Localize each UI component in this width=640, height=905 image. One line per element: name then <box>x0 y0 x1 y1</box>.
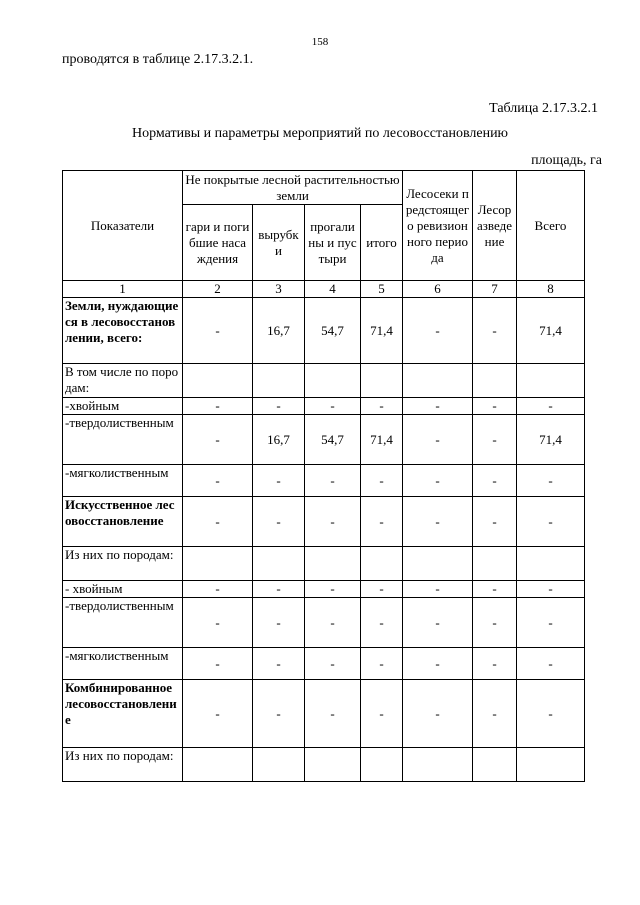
page-number: 158 <box>311 36 329 48</box>
header-upcoming-cuttings: Лесосеки предстоящего ревизионного периода <box>403 171 473 281</box>
table-cell: - <box>253 497 305 547</box>
table-cell <box>305 547 361 581</box>
table-cell: 16,7 <box>253 415 305 465</box>
table-cell: - <box>361 465 403 497</box>
row-label: -мягколиственным <box>63 465 183 497</box>
header-grand-total: Всего <box>517 171 585 281</box>
table-cell: - <box>403 680 473 748</box>
row-label: -мягколиственным <box>63 648 183 680</box>
table-cell: - <box>517 581 585 598</box>
column-number: 3 <box>253 281 305 298</box>
table-cell <box>361 547 403 581</box>
row-label: Из них по породам: <box>63 748 183 782</box>
table-cell: - <box>473 298 517 364</box>
table-cell: - <box>403 465 473 497</box>
table-cell: - <box>183 680 253 748</box>
table-cell: - <box>183 598 253 648</box>
reforestation-table <box>62 170 585 782</box>
table-cell: - <box>473 497 517 547</box>
table-row <box>63 680 585 748</box>
table-cell: - <box>253 680 305 748</box>
column-number: 1 <box>63 281 183 298</box>
table-row <box>63 415 585 465</box>
table-cell <box>473 748 517 782</box>
table-cell <box>305 748 361 782</box>
table-cell: - <box>253 598 305 648</box>
table-cell: - <box>403 415 473 465</box>
table-cell <box>403 748 473 782</box>
table-cell: - <box>183 648 253 680</box>
table-cell: - <box>361 398 403 415</box>
row-label: -хвойным <box>63 398 183 415</box>
table-cell: 71,4 <box>361 298 403 364</box>
table-cell: - <box>473 581 517 598</box>
header-total-sub: итого <box>361 205 403 281</box>
column-number: 6 <box>403 281 473 298</box>
row-label: - хвойным <box>63 581 183 598</box>
row-label: Из них по породам: <box>63 547 183 581</box>
table-cell: - <box>361 598 403 648</box>
table-cell <box>253 364 305 398</box>
table-cell: - <box>517 398 585 415</box>
row-label: Комбинированное лесовосстановление <box>63 680 183 748</box>
row-label: Земли, нуждающиеся в лесовосстановлении, всего: <box>63 298 183 364</box>
table-cell: - <box>305 398 361 415</box>
header-cuttings: вырубки <box>253 205 305 281</box>
table-cell: - <box>361 497 403 547</box>
table-row <box>63 598 585 648</box>
row-label: -твердолиственным <box>63 598 183 648</box>
table-cell <box>403 364 473 398</box>
table-number: Таблица 2.17.3.2.1 <box>489 101 598 116</box>
table-cell <box>473 547 517 581</box>
table-cell: - <box>253 581 305 598</box>
table-cell: - <box>361 680 403 748</box>
table-cell: - <box>183 398 253 415</box>
table-row <box>63 364 585 398</box>
table-cell: - <box>473 465 517 497</box>
table-cell: - <box>403 298 473 364</box>
table-cell: - <box>403 398 473 415</box>
table-cell: - <box>183 465 253 497</box>
table-cell: 71,4 <box>517 415 585 465</box>
table-cell: - <box>253 398 305 415</box>
header-indicators: Показатели <box>63 171 183 281</box>
table-cell <box>183 364 253 398</box>
table-cell: - <box>361 581 403 598</box>
table-cell <box>473 364 517 398</box>
table-cell: - <box>183 497 253 547</box>
table-cell: - <box>403 648 473 680</box>
column-number: 8 <box>517 281 585 298</box>
table-cell: - <box>183 298 253 364</box>
table-row <box>63 648 585 680</box>
header-not-covered-group: Не покрытые лесной растительностью земли <box>183 171 403 205</box>
table-cell: - <box>305 680 361 748</box>
table-cell: - <box>473 598 517 648</box>
table-cell: - <box>517 680 585 748</box>
table-cell: - <box>403 581 473 598</box>
table-cell: - <box>517 648 585 680</box>
table-cell: - <box>305 598 361 648</box>
table-cell: - <box>403 598 473 648</box>
row-label: В том числе по породам: <box>63 364 183 398</box>
table-cell: - <box>183 415 253 465</box>
table-row <box>63 497 585 547</box>
table-row <box>63 465 585 497</box>
table-cell <box>403 547 473 581</box>
table-cell: - <box>305 497 361 547</box>
table-cell: - <box>473 415 517 465</box>
table-cell: - <box>305 465 361 497</box>
table-row <box>63 748 585 782</box>
table-row <box>63 298 585 364</box>
table-title: Нормативы и параметры мероприятий по лесовосстановлению <box>131 126 509 141</box>
table-cell <box>517 364 585 398</box>
table-cell: - <box>305 648 361 680</box>
header-plantation: Лесоразведение <box>473 171 517 281</box>
table-cell: - <box>517 497 585 547</box>
table-row <box>63 581 585 598</box>
table-cell <box>361 748 403 782</box>
table-cell: - <box>473 648 517 680</box>
intro-text: проводятся в таблице 2.17.3.2.1. <box>62 52 254 67</box>
table-cell: - <box>183 581 253 598</box>
table-cell: - <box>517 598 585 648</box>
table-cell <box>183 547 253 581</box>
header-glades: прогалины и пустыри <box>305 205 361 281</box>
row-label: -твердолиственным <box>63 415 183 465</box>
table-cell: 16,7 <box>253 298 305 364</box>
table-cell: 54,7 <box>305 298 361 364</box>
table-cell <box>361 364 403 398</box>
table-cell: 54,7 <box>305 415 361 465</box>
column-number: 4 <box>305 281 361 298</box>
table-cell: - <box>403 497 473 547</box>
table-cell: 71,4 <box>517 298 585 364</box>
table-cell <box>253 748 305 782</box>
table-cell: - <box>253 648 305 680</box>
table-cell: - <box>473 680 517 748</box>
table-row <box>63 398 585 415</box>
table-cell <box>517 748 585 782</box>
table-cell: - <box>305 581 361 598</box>
table-cell: - <box>361 648 403 680</box>
column-number: 5 <box>361 281 403 298</box>
table-row <box>63 547 585 581</box>
table-cell: 71,4 <box>361 415 403 465</box>
table-cell <box>253 547 305 581</box>
column-number: 2 <box>183 281 253 298</box>
table-cell: - <box>253 465 305 497</box>
header-burned: гари и погибшие насаждения <box>183 205 253 281</box>
column-number: 7 <box>473 281 517 298</box>
table-cell <box>183 748 253 782</box>
table-cell: - <box>517 465 585 497</box>
table-cell: - <box>473 398 517 415</box>
row-label: Искусственное лесовосстановление <box>63 497 183 547</box>
table-cell <box>305 364 361 398</box>
unit-label: площадь, га <box>531 153 602 168</box>
table-cell <box>517 547 585 581</box>
